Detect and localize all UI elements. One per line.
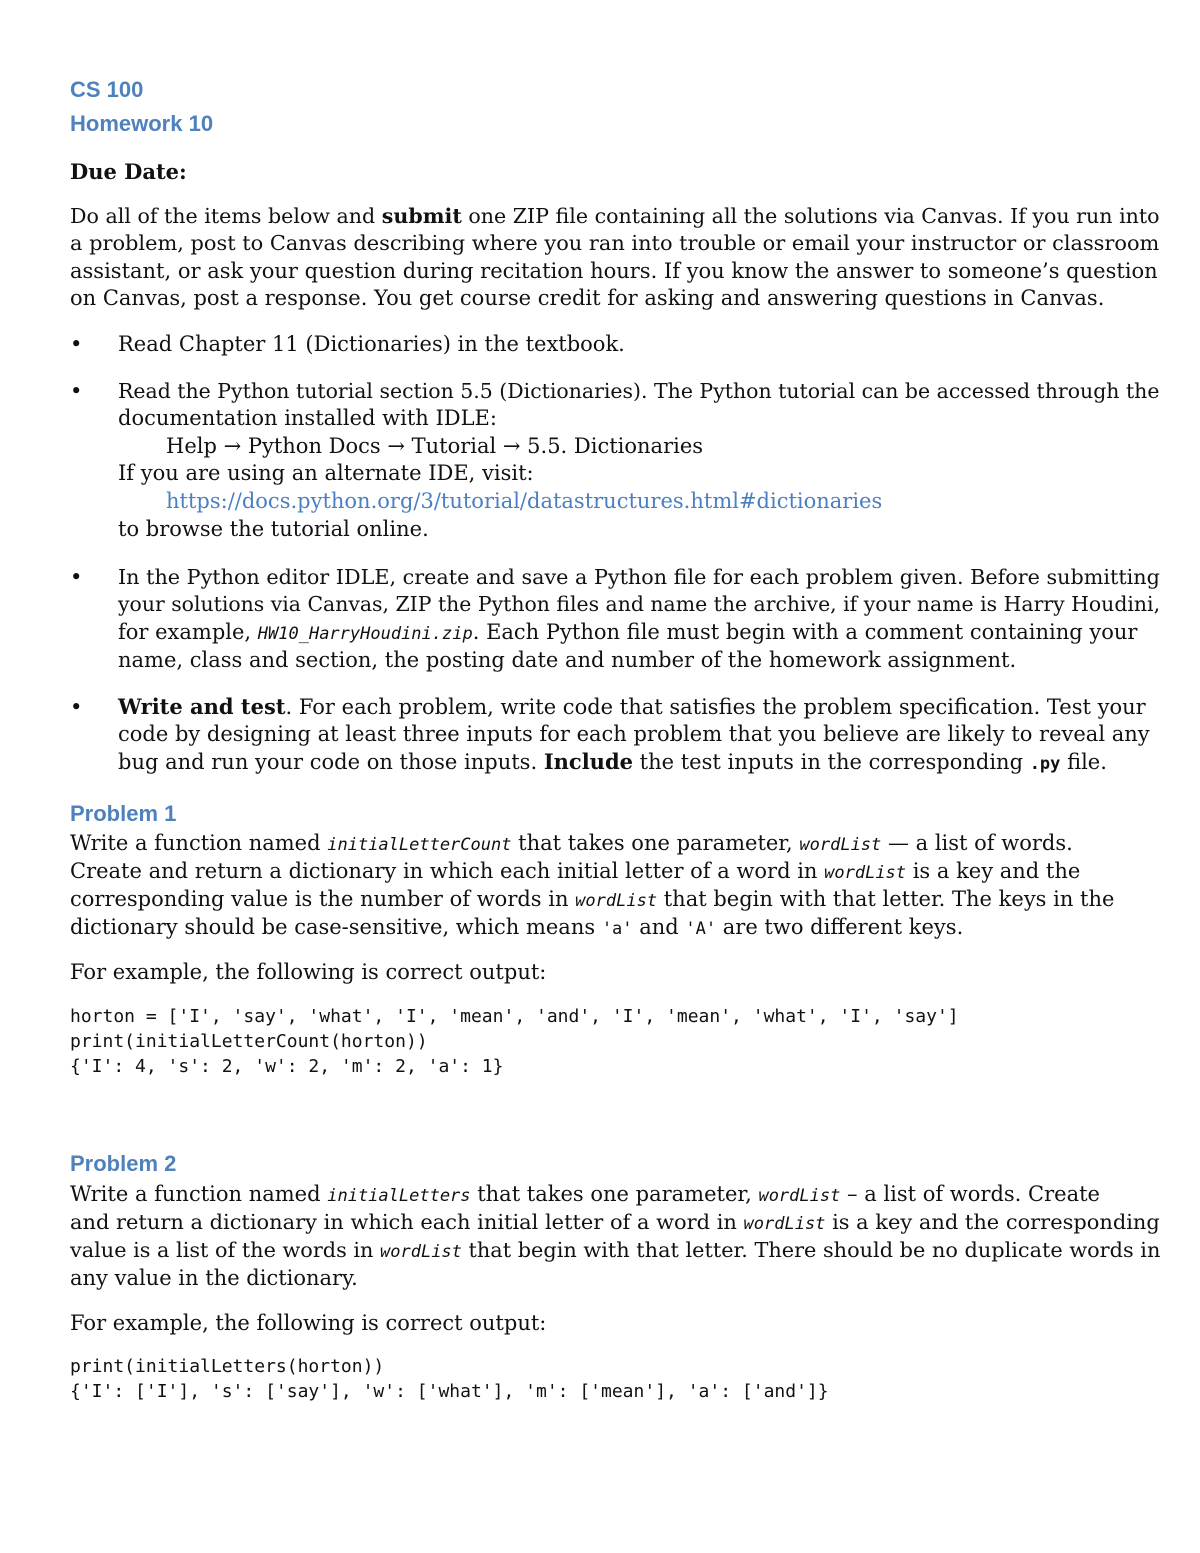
- problem-text: that begin with that letter. There should be no duplicate words in: [461, 1238, 1161, 1262]
- bullet-3-line-4: name, class and section, the posting date and number of the homework assignment.: [118, 648, 1017, 672]
- problem-text: and return a dictionary in which each initial letter of a word in: [70, 1210, 744, 1234]
- problem-2-line-3: [70, 1236, 1160, 1266]
- bullet-dot: •: [70, 332, 83, 356]
- tutorial-link[interactable]: https://docs.python.org/3/tutorial/datastructures.html#dictionaries: [166, 489, 883, 513]
- bullet-3-line-2: your solutions via Canvas, ZIP the Python files and name the archive, if your name is Harry Houdini,: [118, 592, 1161, 616]
- bullet-3-line-3: [118, 618, 1137, 648]
- write-and-test-emphasis: Write and test: [118, 694, 286, 719]
- bullet-text: . Each Python file must begin with a comment containing your: [472, 620, 1138, 644]
- problem-text: is a key and the corresponding: [825, 1210, 1160, 1234]
- problem-2-line-1: [70, 1180, 1100, 1210]
- problem-text: Write a function named: [70, 831, 328, 855]
- problem-2-heading: Problem 2: [70, 1151, 177, 1176]
- parameter-name: wordList: [799, 835, 882, 855]
- problem-1-line-3: [70, 885, 1114, 915]
- problem-1-line-2: [70, 857, 1080, 887]
- parameter-name: wordList: [743, 1214, 826, 1234]
- bullet-4-line-1: [118, 693, 1146, 721]
- problem-2-line-4: any value in the dictionary.: [70, 1266, 358, 1290]
- intro-submit-emphasis: submit: [381, 204, 462, 228]
- bullet-dot: •: [70, 695, 83, 719]
- problem-text: corresponding value is the number of words in: [70, 887, 576, 911]
- include-emphasis: Include: [543, 749, 633, 774]
- problem-1-heading: Problem 1: [70, 801, 177, 826]
- bullet-3-line-1: In the Python editor IDLE, create and save a Python file for each problem given. Before submitting: [118, 565, 1160, 589]
- zip-filename-example: HW10_HarryHoudini.zip: [257, 624, 473, 644]
- key-literal: 'A': [685, 919, 717, 939]
- problem-text: and: [632, 915, 686, 939]
- intro-line-2: a problem, post to Canvas describing where you ran into trouble or email your instructor or classroom: [70, 231, 1160, 255]
- bullet-text: file.: [1060, 750, 1107, 774]
- problem-1-example-label: For example, the following is correct output:: [70, 960, 547, 984]
- problem-1-code-line: print(initialLetterCount(horton)): [70, 1031, 428, 1052]
- problem-text: are two different keys.: [716, 915, 964, 939]
- problem-1-code-line: horton = ['I', 'say', 'what', 'I', 'mean', 'and', 'I', 'mean', 'what', 'I', 'say']: [70, 1006, 959, 1027]
- intro-line-3: assistant, or ask your question during recitation hours. If you know the answer to someone’s question: [70, 259, 1158, 283]
- problem-text: – a list of words. Create: [840, 1182, 1100, 1206]
- problem-text: value is a list of the words in: [70, 1238, 381, 1262]
- problem-text: dictionary should be case-sensitive, which means: [70, 915, 602, 939]
- intro-line-1: [70, 202, 1160, 230]
- problem-text: is a key and the: [906, 859, 1081, 883]
- problem-2-line-2: [70, 1208, 1160, 1238]
- homework-title: Homework 10: [70, 111, 214, 136]
- problem-text: Write a function named: [70, 1182, 328, 1206]
- key-literal: 'a': [601, 919, 633, 939]
- function-name: initialLetters: [327, 1186, 471, 1206]
- problem-2-code-line: {'I': ['I'], 's': ['say'], 'w': ['what'], 'm': ['mean'], 'a': ['and']}: [70, 1381, 829, 1402]
- idle-menu-path: Help → Python Docs → Tutorial → 5.5. Dictionaries: [166, 434, 704, 458]
- bullet-text: for example,: [118, 620, 258, 644]
- bullet-dot: •: [70, 565, 83, 589]
- parameter-name: wordList: [824, 863, 907, 883]
- parameter-name: wordList: [575, 891, 658, 911]
- intro-line-4: on Canvas, post a response. You get course credit for asking and answering questions in Canvas.: [70, 286, 1105, 310]
- bullet-2-line-2: documentation installed with IDLE:: [118, 406, 497, 430]
- intro-text: one ZIP file containing all the solutions via Canvas. If you run into: [461, 204, 1160, 228]
- bullet-2-line-6: to browse the tutorial online.: [118, 517, 429, 541]
- bullet-4-line-2: code by designing at least three inputs for each problem that you believe are likely to reveal any: [118, 722, 1150, 746]
- problem-text: that takes one parameter,: [470, 1182, 759, 1206]
- bullet-text: the test inputs in the corresponding: [633, 750, 1030, 774]
- problem-1-line-1: [70, 829, 1073, 859]
- parameter-name: wordList: [758, 1186, 841, 1206]
- bullet-4-line-3: [118, 748, 1107, 778]
- bullet-text: bug and run your code on those inputs.: [118, 750, 544, 774]
- problem-2-code-line: print(initialLetters(horton)): [70, 1356, 385, 1377]
- problem-2-example-label: For example, the following is correct output:: [70, 1311, 547, 1335]
- bullet-2-line-1: Read the Python tutorial section 5.5 (Dictionaries). The Python tutorial can be accessed through the: [118, 379, 1160, 403]
- due-date-label: Due Date:: [70, 159, 187, 184]
- course-title: CS 100: [70, 77, 144, 102]
- py-extension: .py: [1029, 754, 1061, 774]
- bullet-text: . For each problem, write code that satisfies the problem specification. Test your: [285, 695, 1146, 719]
- bullet-1-text: Read Chapter 11 (Dictionaries) in the textbook.: [118, 332, 625, 356]
- problem-text: that begin with that letter. The keys in the: [657, 887, 1115, 911]
- problem-text: Create and return a dictionary in which each initial letter of a word in: [70, 859, 825, 883]
- problem-1-code-line: {'I': 4, 's': 2, 'w': 2, 'm': 2, 'a': 1}: [70, 1056, 504, 1077]
- intro-text: Do all of the items below and: [70, 204, 382, 228]
- parameter-name: wordList: [380, 1242, 462, 1262]
- problem-text: — a list of words.: [881, 831, 1073, 855]
- problem-text: that takes one parameter,: [511, 831, 800, 855]
- function-name: initialLetterCount: [327, 835, 512, 855]
- problem-1-line-4: [70, 913, 963, 943]
- bullet-dot: •: [70, 379, 83, 403]
- bullet-2-line-4: If you are using an alternate IDE, visit:: [118, 461, 534, 485]
